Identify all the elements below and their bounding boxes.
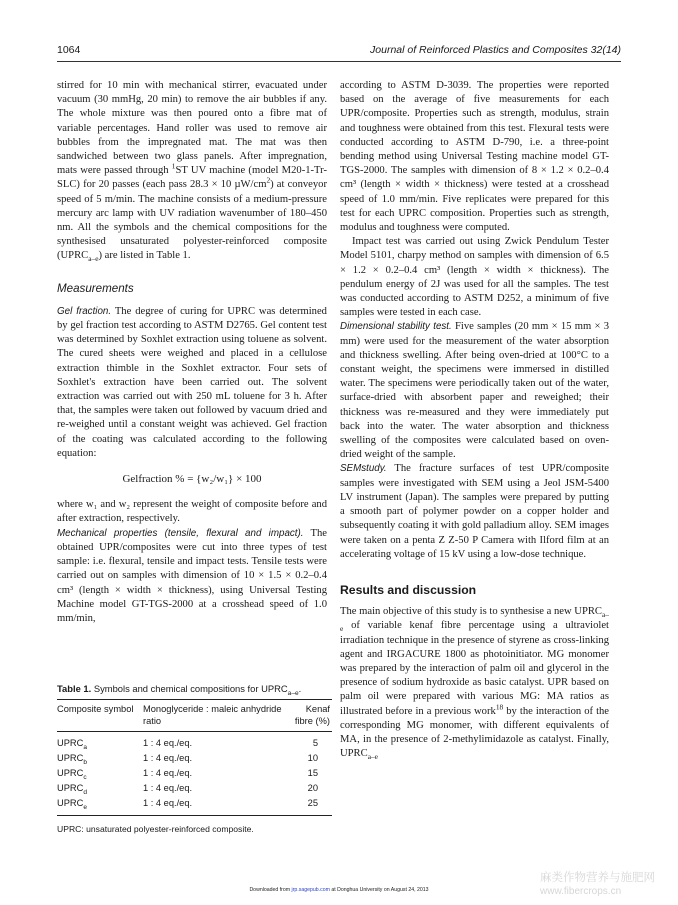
journal-title: Journal of Reinforced Plastics and Composites 32(14) (370, 44, 621, 56)
table-header-fibre: Kenaf fibre (%) (291, 700, 332, 732)
page-number: 1064 (57, 44, 81, 56)
sem-label: SEMstudy. (340, 463, 387, 475)
left-column (57, 79, 327, 626)
paragraph-where: where w₁ and w₂ represent the weight of composite before and after extraction, respectively. (57, 499, 327, 525)
table-row: $UPRC_b$ 1 : 4 eq./eq. 10 (57, 753, 318, 766)
table-header-ratio: Monoglyceride : maleic anhydride ratio (143, 700, 291, 732)
watermark-url: www.fibercrops.cn (540, 886, 622, 897)
table-1 (57, 683, 332, 834)
table-caption: Table 1. Symbols and chemical compositions for $UPRC_{a-e}$. (57, 683, 302, 697)
paragraph-impact: Impact test was carried out using Zwick Pendulum Tester Model 5101, charpy method on samples with dimension of 6.5 × 1.2 × 0.2–0.4 cm³ (length × width × thickness). The pendulum energy of 2J was used for all the samples. The test was conducted according to ASTM D252, a minimum of five samples were tested in each case. (340, 236, 609, 319)
paragraph-dimensional: Dimensional stability test. Five samples (20 mm × 15 mm × 3 mm) were used for the measurement of the water absorption and thickness swelling. After being oven-dried at 100°C to a constant weight, the specimens were immersed in distilled water. The specimens were periodically taken out of the water, surface-dried with absorbent paper and reweighed; their thickness was re-measured and they were immediately put back into the water. The water absorption and thickness swelling of the composites were calculated based on oven-dried weight of the sample. (340, 321, 609, 461)
gel-fraction-equation: Gelfraction % = {w₂/w₁} × 100 (122, 473, 262, 486)
paragraph-astm: according to ASTM D-3039. The properties were reported based on the average of five measurements for each UPR/composite. Properties such as strength, modulus, strain and toughness were obtained from this test. Flexural tests were conducted according to ASTM D-790, i.e. a three-point bending method using Universal Testing machine model GT-TGS-2000. The samples with dimension of 8 × 1.2 × 0.2–0.4 cm³ (length × width × thickness) were tested at a crosshead speed of 1.0 mm/min. Five replicates were prepared for this test for each UPRC composition. Properties such as strength, modulus and toughness were computed. (340, 80, 609, 234)
paragraph-sem: SEMstudy. The fracture surfaces of test UPR/composite samples were investigated with SEM using a Jeol JSM-5400 LV instrument (Japan). The samples were prepared by putting a smooth part of polymer powder on a copper holder and subsequently coating it with gold palladium alloy. SEM images were taken on a penta Z Z-50 P Camera with Ilford film at an accelerating voltage of 15 kV using a low-dose technique. (340, 463, 609, 560)
header-rule (57, 61, 621, 62)
footer-link[interactable]: jrp.sagepub.com (291, 887, 330, 893)
watermark-title: 麻类作物营养与施肥网 (540, 872, 655, 884)
paragraph-mechanical: Mechanical properties (tensile, flexural and impact). The obtained UPR/composites were cut into three types of test sample: i.e. flexural, tensile and impact tests. Tensile tests were carried out on samples with dimension of 10 × 1.5 × 0.2–0.4 cm³ (length × width × thickness), using Universal Testing Machine model GT-TGS-2000 at a crosshead speed of 1.0 mm/min, (57, 527, 327, 624)
results-heading: Results and discussion (340, 582, 477, 597)
table-row: $UPRC_d$ 1 : 4 eq./eq. 20 (57, 783, 318, 796)
table-row: $UPRC_e$ 1 : 4 eq./eq. 25 (57, 796, 332, 816)
dimensional-label: Dimensional stability test. (340, 321, 452, 333)
measurements-heading: Measurements (57, 281, 134, 295)
table-row: $UPRC_a$ 1 : 4 eq./eq. 5 (57, 738, 318, 751)
right-column (340, 79, 609, 761)
table-header-symbol: Composite symbol (57, 700, 143, 732)
table-row: $UPRC_c$ 1 : 4 eq./eq. 15 (57, 768, 318, 781)
paragraph-intro: stirred for 10 min with mechanical stirrer, evacuated under vacuum (30 mmHg, 20 min) to remove the air bubbles if any. The whole mixture was then poured onto a fibre mat of variable percentages. Hand roller was used to remove air bubbles from the impregnated mat. The mat was then sandwiched between two glass panels. After impregnation, mats were passed through $^1$ST UV machine (model M20-1-Tr-SLC) for 20 passes (each pass 28.3 × 10 $\mu W/cm^2$) at conveyor speed of 5 m/min. The machine consists of a medium-pressure mercury arc lamp with UV radiation wavenumber of 180–450 nm. All the symbols and the chemical compositions for the synthesised unsaturated polyester-reinforced composite $(UPRC_{a-e})$ are listed in Table 1. (57, 80, 327, 264)
gel-fraction-label: Gel fraction. (57, 305, 112, 317)
watermark (540, 872, 674, 898)
running-header (57, 44, 621, 60)
paragraph-gel-fraction: Gel fraction. The degree of curing for UPRC was determined by gel fraction test according to ASTM D2765. Gel content test was determined by Soxhlet extraction using toluene as solvent. The cured sheets were weighed and placed in a cellulose extraction thimble in the Soxhlet extractor. Four sets of Soxhlet's extraction have been carried out. The solvent extraction was carried out with 250 mL toluene for 3 h. After that, the samples were taken out followed by vacuum dried and re-weighed until a constant weight was achieved. Gel fraction of the coating was calculated according to the following equation: (57, 305, 327, 459)
paragraph-results: The main objective of this study is to synthesise a new $UPRC_{a-e}$ of variable kenaf fibre percentage using a ultraviolet irradiation technique in the presence of styrene as cross-linking agent and IRGACURE 1800 as photoinitiator. MG monomer was prepared by the interaction of palm oil and glycerol in the presence of sodium hydroxide as basic catalyst. UPR based on palm oil were prepared with various MG: MA ratios as illustrated before in a previous work$^{18}$ by the interaction of the corresponding MG monomer, with different equivalents of MA, in the presence of 2-methylimidazole as catalyst. Finally, $UPRC_{a-e}$ (340, 606, 610, 762)
table-footnote: UPRC: unsaturated polyester-reinforced composite. (57, 824, 254, 834)
mechanical-label: Mechanical properties (tensile, flexural and impact). (57, 527, 304, 539)
download-footer: Downloaded from jrp.sagepub.com at Donghua University on August 24, 2013 (249, 887, 429, 893)
